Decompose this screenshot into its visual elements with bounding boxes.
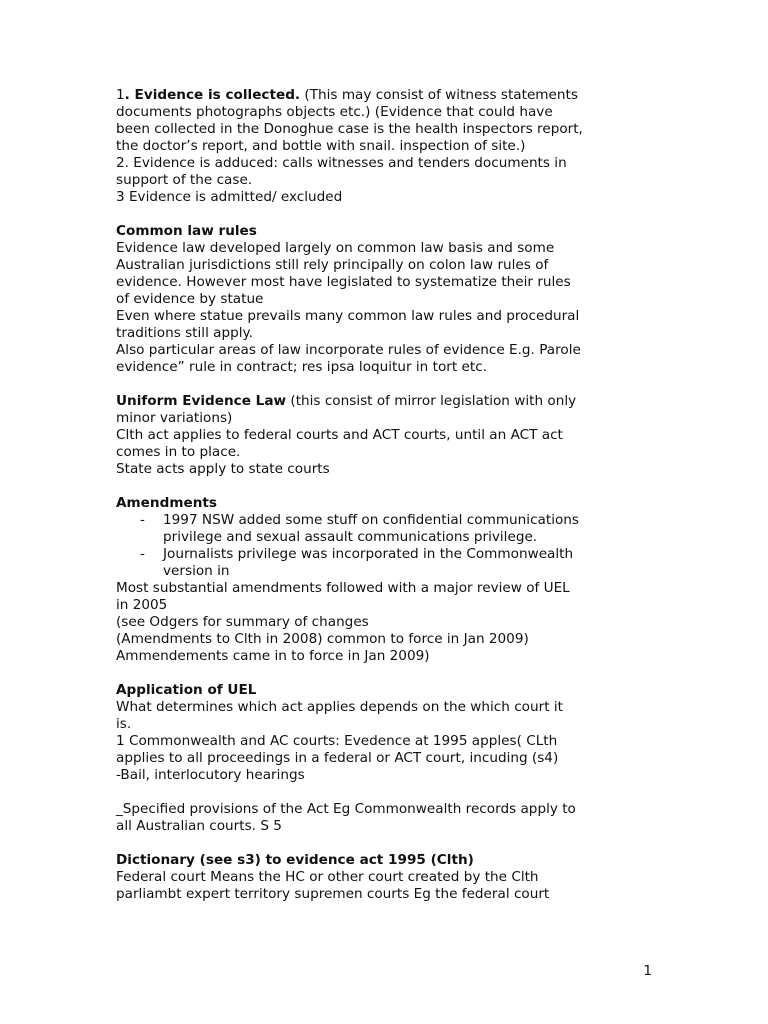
dash-bullet: - xyxy=(140,546,145,562)
dictionary-line-2: parliambt expert territory supremen courts Eg the federal court xyxy=(116,886,550,902)
intro-item-3: 3 Evidence is admitted/ excluded xyxy=(116,189,343,205)
application-heading: Application of UEL xyxy=(116,682,257,698)
intro-item-2-line-1: 2. Evidence is adduced: calls witnesses and tenders documents in xyxy=(116,155,567,171)
common-law-line-4: of evidence by statue xyxy=(116,291,264,307)
uel-line-4: State acts apply to state courts xyxy=(116,461,330,477)
spacer xyxy=(116,835,656,852)
amendments-line-1: Most substantial amendments followed with a major review of UEL xyxy=(116,580,570,596)
amendments-line-3: (see Odgers for summary of changes xyxy=(116,614,369,630)
amendments-line-2: in 2005 xyxy=(116,597,168,613)
spacer xyxy=(116,478,656,495)
document-page xyxy=(116,87,656,903)
application-line-4: applies to all proceedings in a federal or ACT court, incuding (s4) xyxy=(116,750,559,766)
application-line-1: What determines which act applies depends on the which court it xyxy=(116,699,563,715)
uel-heading: Uniform Evidence Law xyxy=(116,393,287,409)
uel-line-2: Clth act applies to federal courts and ACT courts, until an ACT act xyxy=(116,427,563,443)
uel-heading-line xyxy=(116,393,656,410)
common-law-line-6: traditions still apply. xyxy=(116,325,253,341)
spacer xyxy=(116,206,656,223)
amendments-heading: Amendments xyxy=(116,495,217,511)
common-law-line-3: evidence. However most have legislated to systematize their rules xyxy=(116,274,571,290)
list-item-line: 1997 NSW added some stuff on confidential communications xyxy=(163,512,579,528)
uel-line-3: comes in to place. xyxy=(116,444,241,460)
common-law-line-8: evidence” rule in contract; res ipsa loquitur in tort etc. xyxy=(116,359,487,375)
page-number: 1 xyxy=(643,963,652,979)
intro-item-1-number: 1 xyxy=(116,87,125,103)
uel-line-1: minor variations) xyxy=(116,410,233,426)
application-line-5: -Bail, interlocutory hearings xyxy=(116,767,305,783)
amendments-section xyxy=(116,495,656,665)
application-line-6: _Specified provisions of the Act Eg Commonwealth records apply to xyxy=(116,801,576,817)
common-law-line-7: Also particular areas of law incorporate rules of evidence E.g. Parole xyxy=(116,342,581,358)
application-section xyxy=(116,682,656,835)
intro-item-1-line-1 xyxy=(116,87,656,104)
dictionary-section xyxy=(116,852,656,903)
uel-section xyxy=(116,393,656,478)
intro-item-1-line-4: the doctor’s report, and bottle with snail. inspection of site.) xyxy=(116,138,526,154)
intro-item-1-line-2: documents photographs objects etc.) (Evidence that could have xyxy=(116,104,553,120)
intro-item-1-title: . Evidence is collected. xyxy=(124,87,301,103)
list-item xyxy=(116,512,656,546)
list-item-line: privilege and sexual assault communications privilege. xyxy=(163,529,538,545)
application-line-2: is. xyxy=(116,716,132,732)
intro-item-1-line-3: been collected in the Donoghue case is the health inspectors report, xyxy=(116,121,583,137)
spacer xyxy=(116,665,656,682)
intro-item-1-text: (This may consist of witness statements xyxy=(300,87,578,103)
intro-item-2-line-2: support of the case. xyxy=(116,172,253,188)
common-law-line-5: Even where statue prevails many common law rules and procedural xyxy=(116,308,580,324)
dictionary-heading: Dictionary (see s3) to evidence act 1995 (Clth) xyxy=(116,852,474,868)
dash-bullet: - xyxy=(140,512,145,528)
list-item-line: Journalists privilege was incorporated in the Commonwealth xyxy=(163,546,574,562)
list-item-line: version in xyxy=(163,563,230,579)
application-line-3: 1 Commonwealth and AC courts: Evedence at 1995 apples( CLth xyxy=(116,733,558,749)
amendments-line-5: Ammendements came in to force in Jan 2009) xyxy=(116,648,430,664)
common-law-line-1: Evidence law developed largely on common law basis and some xyxy=(116,240,555,256)
uel-heading-suffix: (this consist of mirror legislation with only xyxy=(286,393,577,409)
amendments-line-4: (Amendments to Clth in 2008) common to force in Jan 2009) xyxy=(116,631,529,647)
list-item xyxy=(116,546,656,580)
common-law-section xyxy=(116,223,656,376)
spacer xyxy=(116,376,656,393)
application-line-7: all Australian courts. S 5 xyxy=(116,818,282,834)
dictionary-line-1: Federal court Means the HC or other court created by the Clth xyxy=(116,869,539,885)
amendments-list xyxy=(116,512,656,580)
intro-section xyxy=(116,87,656,206)
spacer xyxy=(116,784,656,801)
common-law-line-2: Australian jurisdictions still rely principally on colon law rules of xyxy=(116,257,549,273)
common-law-heading: Common law rules xyxy=(116,223,257,239)
